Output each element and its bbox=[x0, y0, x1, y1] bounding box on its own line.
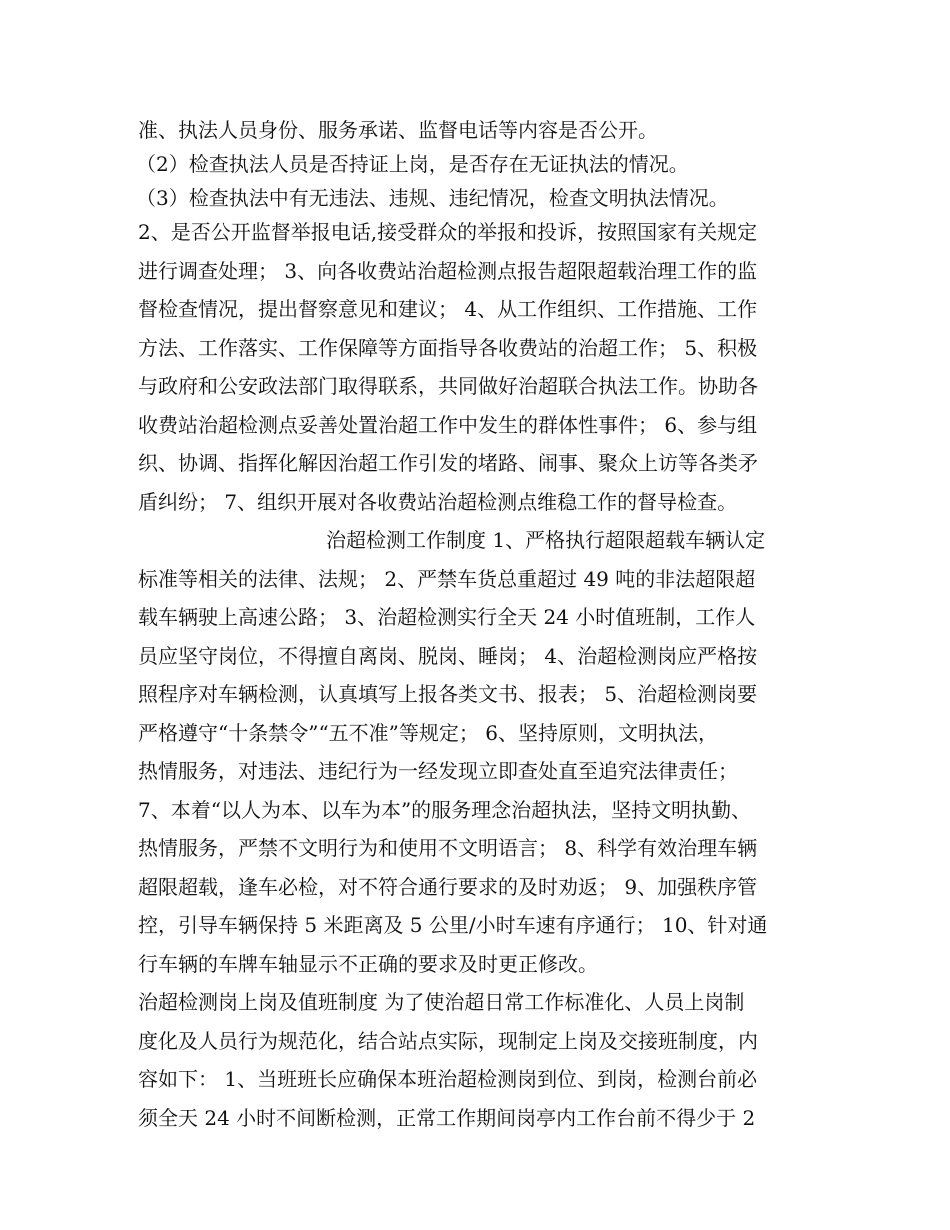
text-line: （2）检查执法人员是否持证上岗，是否存在无证执法的情况。 bbox=[136, 152, 689, 176]
text-line: 盾纠纷； 7、组织开展对各收费站治超检测点维稳工作的督导检查。 bbox=[138, 490, 738, 514]
text-line: （3）检查执法中有无违法、违规、违纪情况，检查文明执法情况。 bbox=[136, 186, 729, 210]
text-line: 准、执法人员身份、服务承诺、监督电话等内容是否公开。 bbox=[138, 118, 658, 142]
text-line: 载车辆驶上高速公路； 3、治超检测实行全天 24 小时值班制，工作人 bbox=[138, 605, 756, 629]
text-line: 热情服务，对违法、违纪行为一经发现立即查处直至追究法律责任； bbox=[138, 759, 738, 783]
text-line: 员应坚守岗位，不得擅自离岗、脱岗、睡岗； 4、治超检测岗应严格按 bbox=[138, 644, 758, 668]
text-line: 织、协调、指挥化解因治超工作引发的堵路、闹事、聚众上访等各类矛 bbox=[138, 451, 758, 475]
text-line: 进行调查处理； 3、向各收费站治超检测点报告超限超载治理工作的监 bbox=[138, 259, 758, 283]
text-line: 2、是否公开监督举报电话,接受群众的举报和投诉，按照国家有关规定 bbox=[138, 220, 758, 244]
text-line: 督检查情况，提出督察意见和建议； 4、从工作组织、工作措施、工作 bbox=[138, 297, 758, 321]
text-line: 超限超载，逢车必检，对不符合通行要求的及时劝返； 9、加强秩序管 bbox=[138, 875, 758, 899]
section-heading-line: 治超检测工作制度 1、严格执行超限超载车辆认定 bbox=[326, 528, 766, 552]
text-line: 严格遵守“十条禁令”“五不准”等规定； 6、坚持原则，文明执法， bbox=[138, 721, 718, 745]
text-line: 照程序对车辆检测，认真填写上报各类文书、报表； 5、治超检测岗要 bbox=[138, 682, 758, 706]
text-line: 标准等相关的法律、法规； 2、严禁车货总重超过 49 吨的非法超限超 bbox=[138, 567, 756, 591]
text-line: 热情服务，严禁不文明行为和使用不文明语言； 8、科学有效治理车辆 bbox=[138, 836, 758, 860]
text-line: 控，引导车辆保持 5 米距离及 5 公里/小时车速有序通行； 10、针对通 bbox=[138, 913, 768, 937]
text-line: 7、本着“以人为本、以车为本”的服务理念治超执法，坚持文明执勤、 bbox=[138, 798, 752, 822]
text-line: 与政府和公安政法部门取得联系，共同做好治超联合执法工作。协助各 bbox=[138, 374, 758, 398]
text-line: 行车辆的车牌车轴显示不正确的要求及时更正修改。 bbox=[138, 952, 598, 976]
text-line: 方法、工作落实、工作保障等方面指导各收费站的治超工作； 5、积极 bbox=[138, 336, 758, 360]
text-line: 须全天 24 小时不间断检测，正常工作期间岗亭内工作台前不得少于 2 bbox=[138, 1106, 756, 1130]
section-heading-line: 治超检测岗上岗及值班制度 为了使治超日常工作标准化、人员上岗制 bbox=[138, 990, 745, 1014]
text-line: 收费站治超检测点妥善处置治超工作中发生的群体性事件； 6、参与组 bbox=[138, 413, 758, 437]
text-line: 度化及人员行为规范化，结合站点实际，现制定上岗及交接班制度，内 bbox=[138, 1029, 758, 1053]
text-line: 容如下： 1、当班班长应确保本班治超检测岗到位、到岗，检测台前必 bbox=[138, 1067, 758, 1091]
